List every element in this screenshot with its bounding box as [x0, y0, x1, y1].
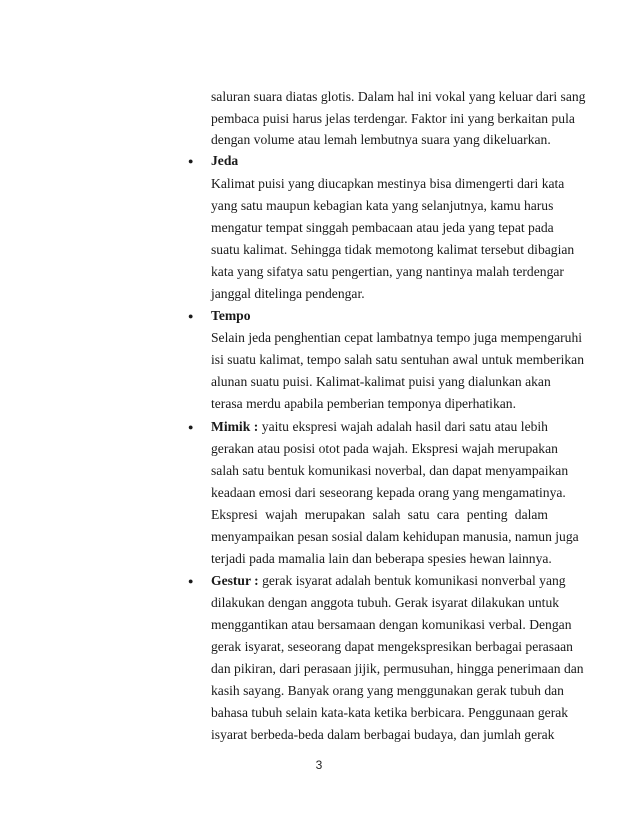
section-title: Tempo: [211, 308, 251, 323]
paragraph-line: dilakukan dengan anggota tubuh. Gerak isyarat dilakukan untuk: [211, 595, 560, 610]
paragraph-line: yang satu maupun kebagian kata yang selanjutnya, kamu harus: [211, 198, 554, 213]
paragraph-line: menggantikan atau bersamaan dengan komunikasi verbal. Dengan: [211, 617, 572, 632]
paragraph-line: Selain jeda penghentian cepat lambatnya tempo juga mempengaruhi: [211, 330, 583, 345]
section-title: Jeda: [211, 153, 239, 168]
paragraph-line: gerak isyarat, seseorang dapat mengekspresikan berbagai perasaan: [211, 639, 573, 654]
paragraph-line: alunan suatu puisi. Kalimat-kalimat puisi yang dialunkan akan: [211, 374, 551, 389]
paragraph-line: isyarat berbeda-beda dalam berbagai budaya, dan jumlah gerak: [211, 727, 555, 742]
section-heading: [211, 416, 548, 438]
paragraph-line: Ekspresi wajah merupakan salah satu cara penting dalam: [211, 507, 548, 522]
paragraph-line: terasa merdu apabila pemberian temponya diperhatikan.: [211, 396, 516, 411]
paragraph-line: kata yang sifatya satu pengertian, yang nantinya malah terdengar: [211, 264, 564, 279]
bullet-icon: ●: [188, 422, 194, 432]
paragraph-line: isi suatu kalimat, tempo salah satu sentuhan awal untuk memberikan: [211, 352, 584, 367]
bullet-icon: ●: [188, 156, 194, 166]
bullet-icon: ●: [188, 576, 194, 586]
paragraph-line: dengan volume atau lemah lembutnya suara yang dikeluarkan.: [211, 132, 551, 147]
paragraph-line: dan pikiran, dari perasaan jijik, permusuhan, hingga penerimaan dan: [211, 661, 584, 676]
paragraph-line: menyampaikan pesan sosial dalam kehidupan manusia, namun juga: [211, 529, 579, 544]
section-heading: [211, 305, 548, 327]
section-title: Mimik :: [211, 419, 259, 434]
paragraph-line: terjadi pada mamalia lain dan beberapa spesies hewan lainnya.: [211, 551, 552, 566]
paragraph-line: mengatur tempat singgah pembacaan atau jeda yang tepat pada: [211, 220, 554, 235]
section-lead-text: gerak isyarat adalah bentuk komunikasi nonverbal yang: [258, 573, 566, 588]
paragraph-line: bahasa tubuh selain kata-kata ketika berbicara. Penggunaan gerak: [211, 705, 569, 720]
paragraph-line: keadaan emosi dari seseorang kepada orang yang mengamatinya.: [211, 485, 566, 500]
section-heading: [211, 570, 566, 592]
paragraph-line: salah satu bentuk komunikasi noverbal, dan dapat menyampaikan: [211, 463, 569, 478]
paragraph-line: suatu kalimat. Sehingga tidak memotong kalimat tersebut dibagian: [211, 242, 575, 257]
section-lead-text: yaitu ekspresi wajah adalah hasil dari satu atau lebih: [258, 419, 548, 434]
paragraph-line: gerakan atau posisi otot pada wajah. Ekspresi wajah merupakan: [211, 441, 558, 456]
paragraph-line: Kalimat puisi yang diucapkan mestinya bisa dimengerti dari kata: [211, 176, 565, 191]
paragraph-line: pembaca puisi harus jelas terdengar. Faktor ini yang berkaitan pula: [211, 111, 575, 126]
paragraph-line: saluran suara diatas glotis. Dalam hal ini vokal yang keluar dari sang: [211, 89, 586, 104]
section-title: Gestur :: [211, 573, 259, 588]
section-heading: [211, 150, 548, 172]
paragraph-line: kasih sayang. Banyak orang yang menggunakan gerak tubuh dan: [211, 683, 564, 698]
page-number: 3: [315, 758, 323, 772]
bullet-icon: ●: [188, 311, 194, 321]
paragraph-line: janggal ditelinga pendengar.: [211, 286, 365, 301]
